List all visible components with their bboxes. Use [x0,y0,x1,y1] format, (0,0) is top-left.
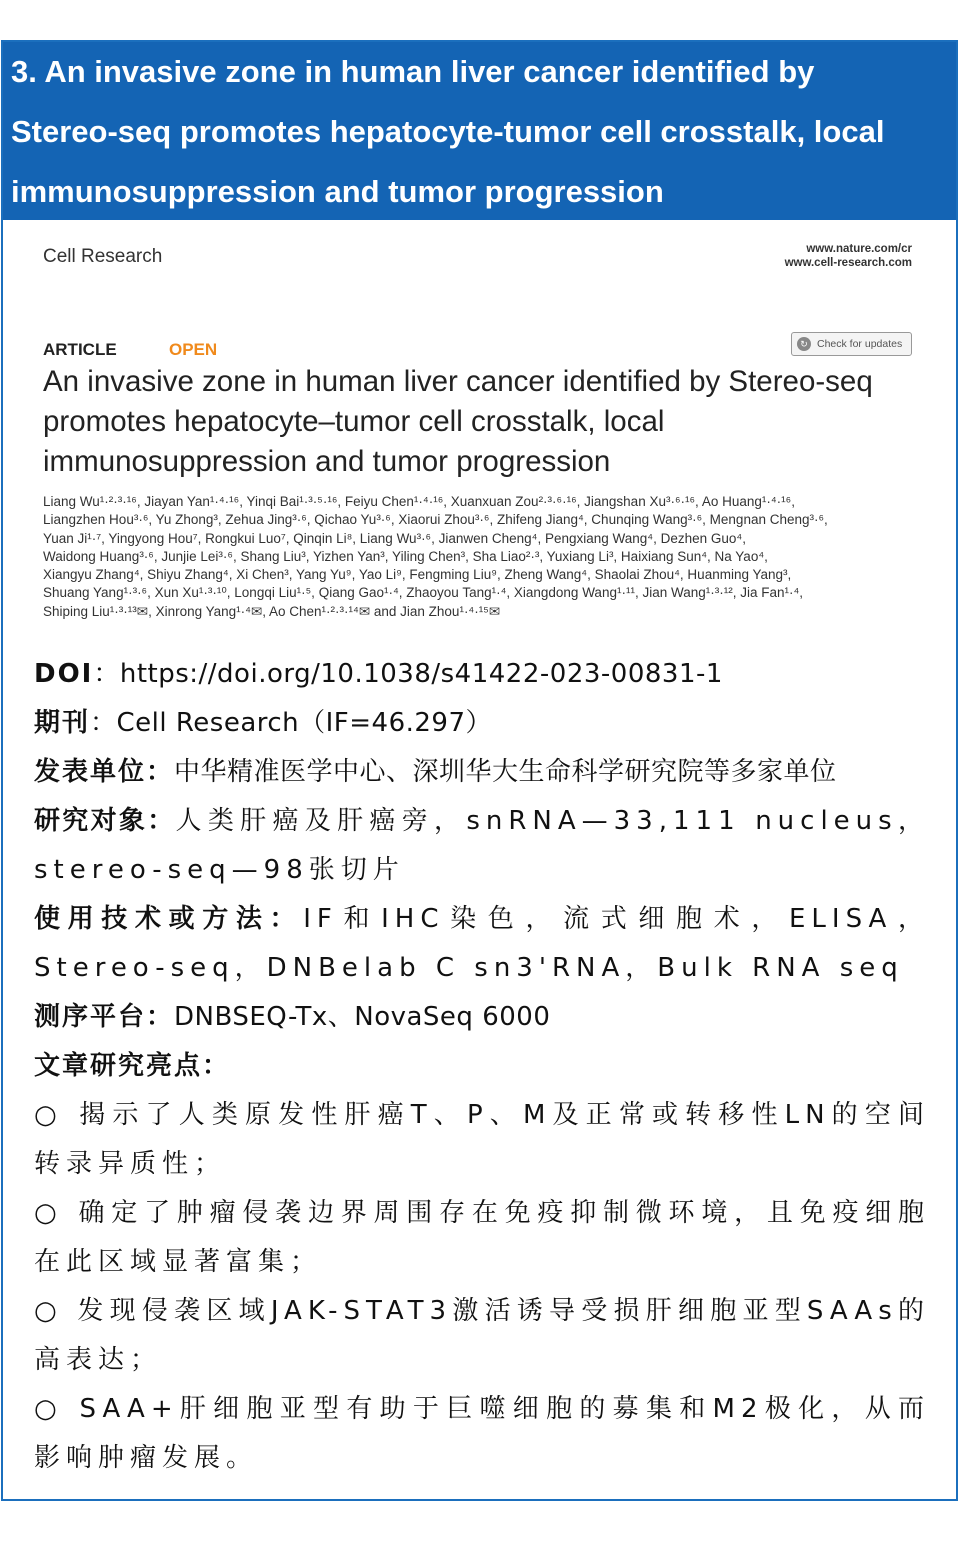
paper-card [1,40,958,1501]
journal-row [34,699,930,748]
article-type: ARTICLE [43,340,117,359]
author-line: Shuang Yang¹·³·⁶, Xun Xu¹·³·¹⁰, Longqi Liu¹·⁵, Qiang Gao¹·⁴, Zhaoyou Tang¹·⁴, Xiangdong Wang¹·¹¹, Jian Wang¹·³·¹², Jia Fan¹·⁴, [43,585,804,601]
highlight-item: ○ 确定了肿瘤侵袭边界周围存在免疫抑制微环境，且免疫细胞在此区域显著富集； [34,1198,930,1277]
check-updates-label: Check for updates [817,338,903,350]
journal-label: 期刊 [34,708,91,738]
update-icon: ↻ [797,337,811,351]
unit-row [34,748,930,797]
highlight-item: ○ SAA+肝细胞亚型有助于巨噬细胞的募集和M2极化，从而影响肿瘤发展。 [34,1394,930,1473]
paper-info [34,650,930,1483]
unit-label: 发表单位： [34,757,175,787]
platform-value: DNBSEQ-Tx、NovaSeq 6000 [174,1002,551,1032]
tech-row [34,895,930,993]
subject-row [34,797,930,895]
check-for-updates-badge [791,332,912,356]
paper-title-line-2: promotes hepatocyte–tumor cell crosstalk, local [43,405,665,438]
platform-label: 测序平台： [34,1002,175,1032]
tech-label: 使用技术或方法： [34,904,304,934]
open-access-label: OPEN [169,340,218,359]
section-title-banner [3,42,956,220]
author-list [43,493,923,621]
paper-title-line-3: immunosuppression and tumor progression [43,445,611,478]
subject-value: 人类肝癌及肝癌旁，snRNA—33,111 nucleus，stereo-seq—98张切片 [34,806,930,885]
highlights-label: 文章研究亮点： [34,1051,231,1081]
paper-title-line-1: An invasive zone in human liver cancer identified by Stereo-seq [43,365,873,398]
author-line: Waidong Huang³·⁶, Junjie Lei³·⁶, Shang Liu³, Yizhen Yan³, Yiling Chen³, Sha Liao²·³, Yuxiang Li³, Haixiang Sun⁴, Na Yao⁴, [43,548,768,564]
author-line: Shiping Liu¹·³·¹³✉, Xinrong Yang¹·⁴✉, Ao Chen¹·²·³·¹⁴✉ and Jian Zhou¹·⁴·¹⁵✉ [43,603,501,619]
unit-value: 中华精准医学中心、深圳华大生命科学研究院等多家单位 [174,757,837,787]
platform-row [34,993,930,1042]
journal-urls [785,242,912,270]
doi-link[interactable]: ：https://doi.org/10.1038/s41422-023-00831-1 [93,659,723,689]
journal-url-2: www.cell-research.com [784,257,912,269]
highlight-item: ○ 揭示了人类原发性肝癌T、P、M及正常或转移性LN的空间转录异质性； [34,1100,930,1179]
author-line: Liang Wu¹·²·³·¹⁶, Jiayan Yan¹·⁴·¹⁶, Yinqi Bai¹·³·⁵·¹⁶, Feiyu Chen¹·⁴·¹⁶, Xuanxuan Zou²·³·⁶·¹⁶, Jiangshan Xu³·⁶·¹⁶, Ao Huang¹·⁴·¹⁶, [43,494,795,509]
highlight-item: ○ 发现侵袭区域JAK-STAT3激活诱导受损肝细胞亚型SAAs的高表达； [34,1296,930,1375]
doi-label: DOI [34,659,94,689]
highlights-row [34,1042,930,1091]
banner-line-3: immunosuppression and tumor progression [11,174,664,209]
tech-value: IF和IHC染色，流式细胞术，ELISA，Stereo-seq，DNBelab C sn3'RNA，Bulk RNA seq [34,904,930,983]
paper-title [43,362,923,482]
paper-header-image [3,220,956,650]
author-line: Xiangyu Zhang⁴, Shiyu Zhang⁴, Xi Chen³, Yang Yu⁹, Yao Li⁹, Fengming Liu⁹, Zheng Wang⁴, Shaolai Zhou⁴, Huanming Yang³, [43,567,792,583]
subject-label: 研究对象： [34,806,176,836]
author-line: Liangzhen Hou³·⁶, Yu Zhong³, Zehua Jing³·⁶, Qichao Yu³·⁶, Xiaorui Zhou³·⁶, Zhifeng Jiang⁴, Chunqing Wang³·⁶, Mengnan Cheng³·⁶, [43,512,828,528]
author-line: Yuan Ji¹·⁷, Yingyong Hou⁷, Rongkui Luo⁷, Qinqin Li⁸, Liang Wu³·⁶, Jianwen Cheng⁴, Pengxiang Wang⁴, Dezhen Guo⁴, [43,530,746,546]
journal-value: ：Cell Research（IF=46.297） [90,708,493,738]
banner-line-1: 3. An invasive zone in human liver cancer identified by [11,54,815,89]
journal-name: Cell Research [43,246,163,267]
doi-row [34,650,930,699]
banner-line-2: Stereo-seq promotes hepatocyte-tumor cell crosstalk, local [11,114,885,149]
journal-url-1: www.nature.com/cr [806,243,912,255]
